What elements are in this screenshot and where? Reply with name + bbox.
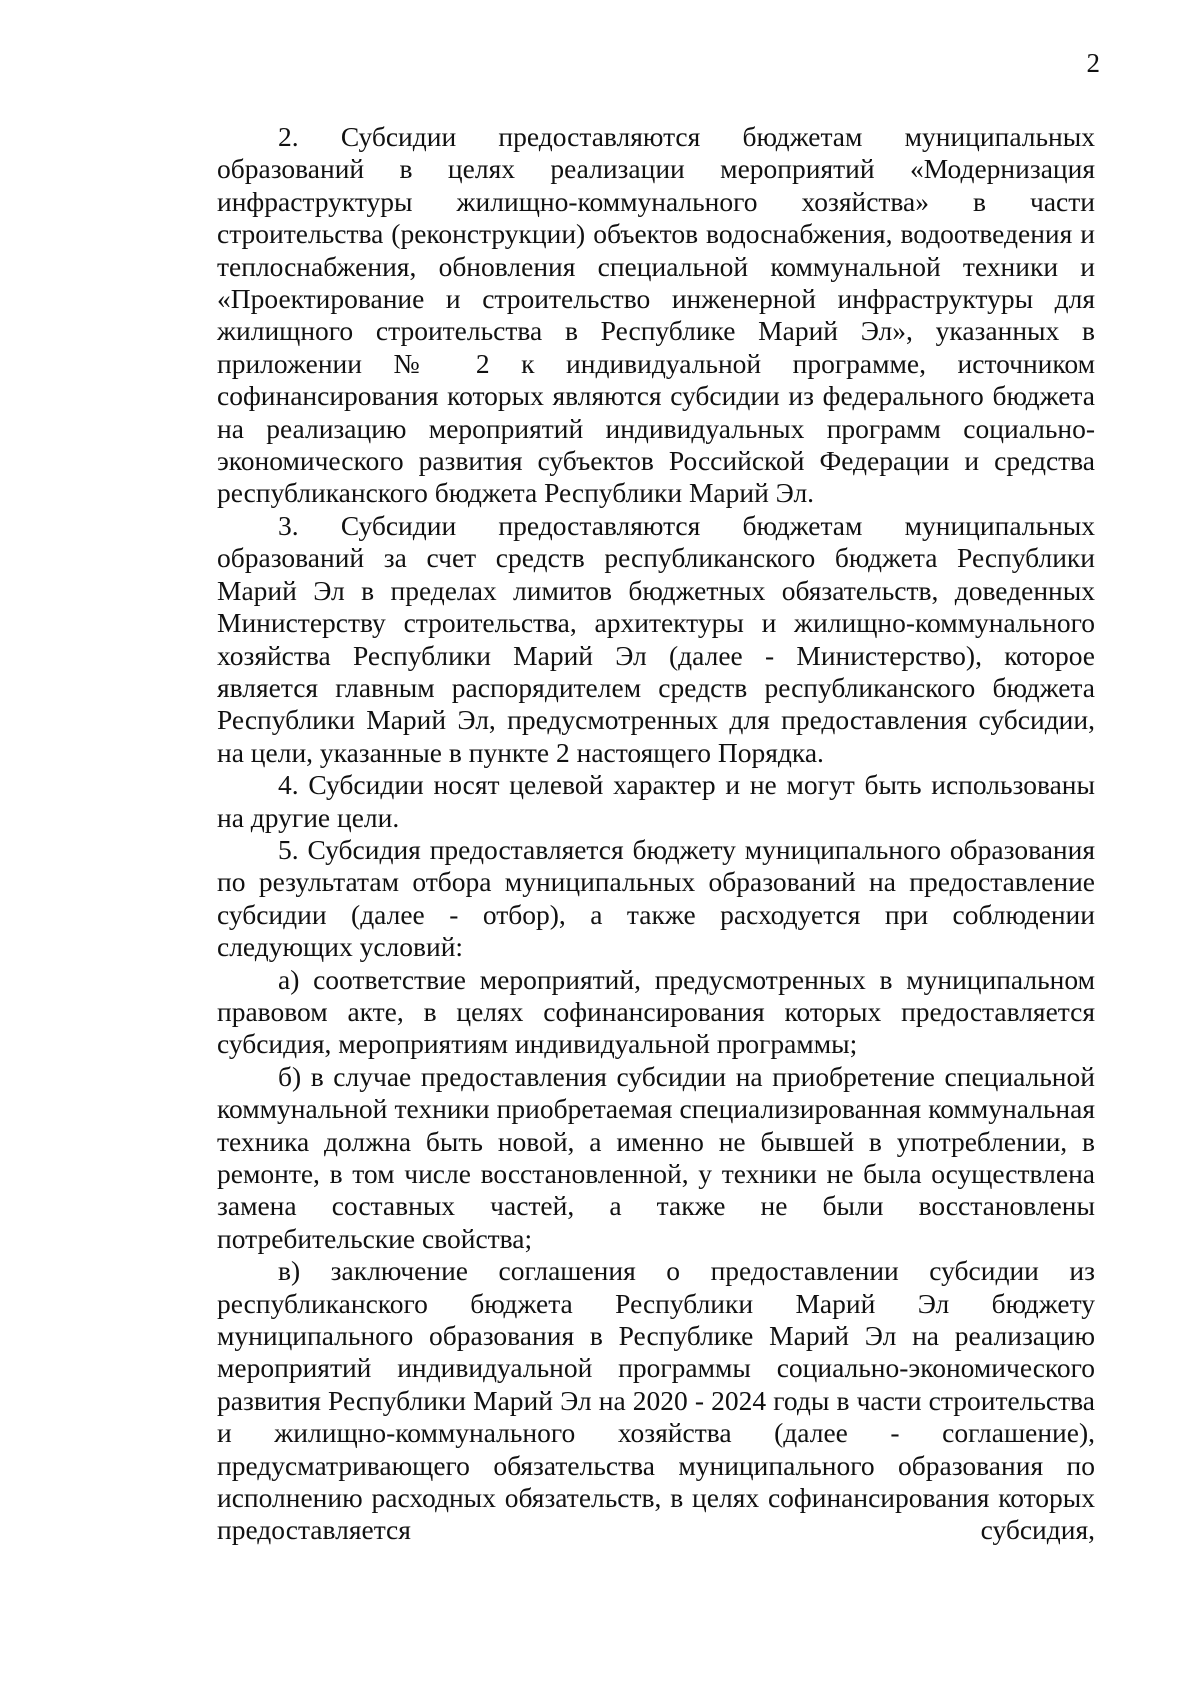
document-body	[217, 121, 1095, 1547]
page-number: 2	[1086, 48, 1100, 78]
condition-a: а) соответствие мероприятий, предусмотренных в муниципальном правовом акте, в целях софинансирования которых предоставляется субсидия, мероприятиям индивидуальной программы;	[217, 963, 1095, 1060]
condition-b: б) в случае предоставления субсидии на приобретение специальной коммунальной техники приобретаемая специализированная коммунальная техника должна быть новой, а именно не бывшей в употреблении, в ремонте, в том числе восстановленной, у техники не была осуществлена замена составных частей, а также не были восстановлены потребительские свойства;	[217, 1060, 1095, 1254]
paragraph-4-targeted-use: 4. Субсидии носят целевой характер и не могут быть использованы на другие цели.	[217, 769, 1095, 833]
paragraph-2-subsidies-purpose: 2. Субсидии предоставляются бюджетам муниципальных образований в целях реализации мероприятий «Модернизация инфраструктуры жилищно-коммунального хозяйства» в части строительства (реконструкции) объектов водоснабжения, водоотведения и теплоснабжения, обновления специальной коммунальной техники и «Проектирование и строительство инженерной инфраструктуры для жилищного строительства в Республике Марий Эл», указанных в приложении № 2 к индивидуальной программе, источником софинансирования которых являются субсидии из федерального бюджета на реализацию мероприятий индивидуальных программ социально-экономического развития субъектов Российской Федерации и средства республиканского бюджета Республики Марий Эл.	[217, 121, 1095, 509]
paragraph-5-conditions: 5. Субсидия предоставляется бюджету муниципального образования по результатам отбора муниципальных образований на предоставление субсидии (далее - отбор), а также расходуется при соблюдении следующих условий:	[217, 833, 1095, 963]
paragraph-3-subsidies-funding: 3. Субсидии предоставляются бюджетам муниципальных образований за счет средств республиканского бюджета Республики Марий Эл в пределах лимитов бюджетных обязательств, доведенных Министерству строительства, архитектуры и жилищно-коммунального хозяйства Республики Марий Эл (далее - Министерство), которое является главным распорядителем средств республиканского бюджета Республики Марий Эл, предусмотренных для предоставления субсидии, на цели, указанные в пункте 2 настоящего Порядка.	[217, 509, 1095, 768]
condition-v: в) заключение соглашения о предоставлении субсидии из республиканского бюджета Республики Марий Эл бюджету муниципального образования в Республике Марий Эл на реализацию мероприятий индивидуальной программы социально-экономического развития Республики Марий Эл на 2020 - 2024 годы в части строительства и жилищно-коммунального хозяйства (далее - соглашение), предусматривающего обязательства муниципального образования по исполнению расходных обязательств, в целях софинансирования которых предоставляется субсидия,	[217, 1255, 1095, 1546]
